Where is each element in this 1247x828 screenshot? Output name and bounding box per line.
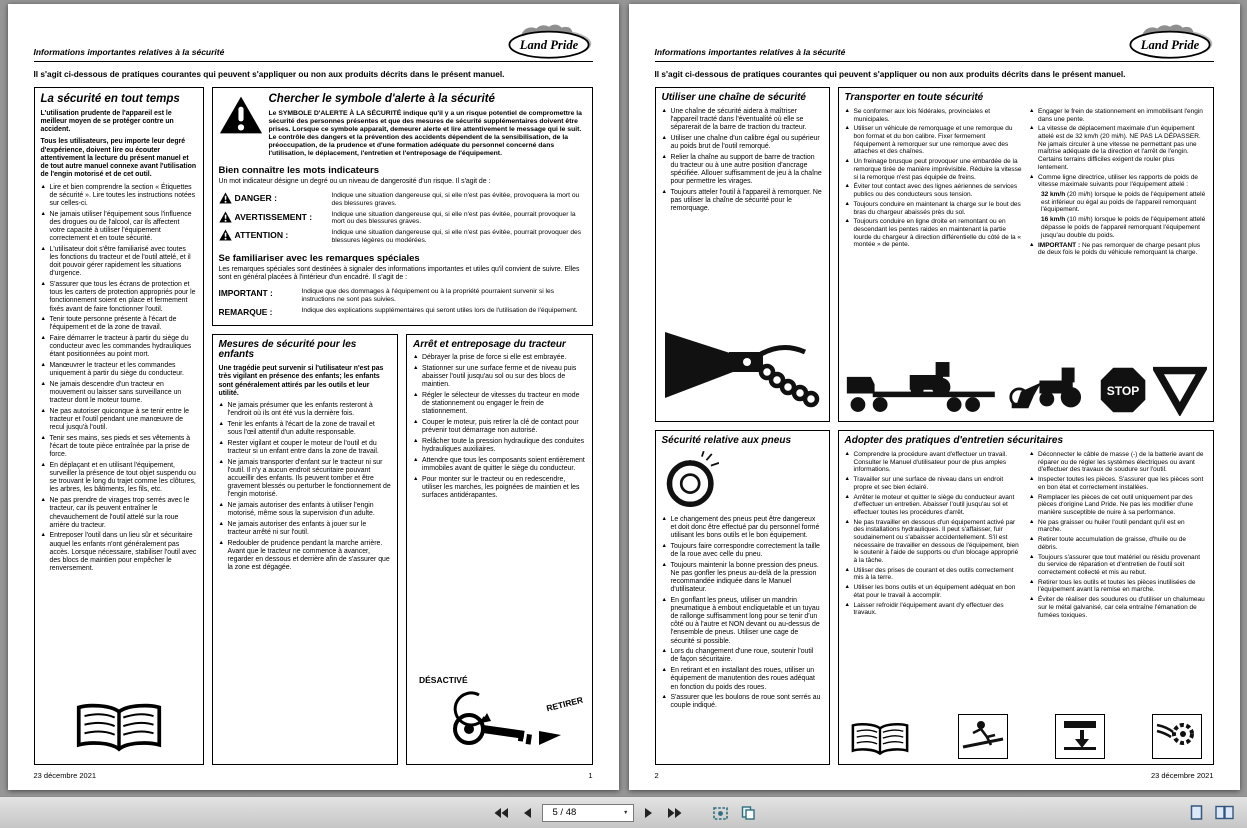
slip-hazard-icon xyxy=(958,714,1008,759)
signal-words-heading: Bien connaître les mots indicateurs xyxy=(218,165,379,177)
warning-triangle-icon: ▲ xyxy=(844,125,850,132)
warning-triangle-icon: ▲ xyxy=(661,561,667,568)
warning-triangle-icon: ▲ xyxy=(40,210,46,217)
page-header-title: Informations importantes relatives à la sécurité xyxy=(33,47,225,57)
bullet-item: ▲ Lire et bien comprendre la section « Étiquettes de sécurité ». Lire toutes les instructions notées sur celles-ci. xyxy=(40,183,196,208)
bullet-list xyxy=(662,516,823,713)
warning-triangle-icon: ▲ xyxy=(844,450,850,457)
warning-triangle-icon: ▲ xyxy=(40,435,46,442)
warning-triangle-icon: ▲ xyxy=(844,107,850,114)
warning-triangle-icon: ▲ xyxy=(413,475,419,482)
intro-text: Il s'agit ci-dessous de pratiques courantes qui peuvent s'appliquer ou non aux produits décrits dans le présent manuel. xyxy=(33,69,505,79)
bullet-item: ▲ Toujours conduire en maintenant la charge sur le bout des bras du chargeur abaissés près du sol. xyxy=(844,200,1021,216)
bullet-item: ▲ Éviter tout contact avec des lignes aériennes de services publics ou des conducteurs sous tension. xyxy=(844,183,1018,199)
document-page-1 xyxy=(8,4,619,790)
footer-date: 23 décembre 2021 xyxy=(33,771,97,780)
warning-triangle-icon: ▲ xyxy=(844,601,850,608)
warning-triangle-icon: ▲ xyxy=(40,497,46,504)
warning-triangle-icon: ▲ xyxy=(1029,536,1035,543)
warning-triangle-icon: ▲ xyxy=(413,456,419,463)
page1-header xyxy=(34,24,593,60)
bullet-item: ▲ Tenir ses mains, ses pieds et ses vêtements à l'écart de toute pièce entraînée par la prise de force. xyxy=(40,435,191,459)
maintenance-pictograms xyxy=(845,710,1207,759)
bullet-item: ▲ Faire démarrer le tracteur à partir du siège du conducteur avec les commandes hydrauliques étant positionnées au point mort. xyxy=(40,335,192,359)
single-page-view-button[interactable] xyxy=(1187,803,1206,822)
entanglement-hazard-icon xyxy=(1152,714,1202,759)
bullet-item: ▲ Utiliser des prises de courant et des outils correctement mis à la terre. xyxy=(844,566,1014,582)
bullet-list xyxy=(219,402,392,575)
warning-triangle-icon: ▲ xyxy=(844,200,850,207)
safety-lead-1: L'utilisation prudente de l'appareil est le meilleur moyen de se protéger contre un accident. xyxy=(40,109,174,134)
speed-ratio-item: 16 km/h (10 mi/h) lorsque le poids de l'équipement attelé dépasse le poids de l'appareil remorquant l'équipement jusqu'au double du poids. xyxy=(1041,216,1206,239)
bullet-item: ▲ Éviter de réaliser des soudures ou d'utiliser un chalumeau sur le métal galvanisé, car cela entraîne l'émanation de fumées toxiques. xyxy=(1029,596,1205,619)
special-note-row: REMARQUE : Indique des explications supplémentaires qui seront utiles lors de l'utilisation de l'équipement. xyxy=(218,306,578,317)
warning-triangle-icon: ▲ xyxy=(413,437,419,444)
warning-triangle-icon: ▲ xyxy=(661,596,667,603)
bullet-item: ▲ Engager le frein de stationnement en immobilisant l'engin dans une pente. xyxy=(1029,107,1203,123)
signal-word-row: AVERTISSEMENT : Indique une situation dangereuse qui, si elle n'est pas évitée, pourrait provoquer la mort ou des blessures graves. xyxy=(219,211,586,227)
warning-triangle-icon: ▲ xyxy=(1029,173,1035,180)
facing-pages-view-button[interactable] xyxy=(1212,803,1237,822)
children-lead: Une tragédie peut survenir si l'utilisateur n'est pas très vigilant en présence des enfants; les enfants sont généralement attirés par les outils et leur utilité. xyxy=(218,365,384,397)
bullet-item: ▲ Couper le moteur, puis retirer la clé de contact pour prévenir tout démarrage non autorisé. xyxy=(413,419,579,435)
next-page-button[interactable] xyxy=(641,805,657,821)
svg-text:Land Pride: Land Pride xyxy=(519,38,578,53)
snapshot-icon xyxy=(713,806,728,820)
footer-page-number: 2 xyxy=(654,771,659,780)
special-notes-list xyxy=(219,285,586,320)
first-page-button[interactable] xyxy=(490,805,512,821)
svg-text:STOP: STOP xyxy=(1106,383,1140,398)
clipboard-icon xyxy=(741,806,755,820)
bullet-item: ▲ Tenir toute personne présente à l'écart de l'équipement et de la zone de travail. xyxy=(40,316,177,332)
warning-triangle-icon: ▲ xyxy=(661,542,667,549)
warning-triangle-icon: ▲ xyxy=(844,493,850,500)
warning-triangle-icon: ▲ xyxy=(40,183,46,190)
warning-triangle-icon: ▲ xyxy=(661,694,667,701)
bullet-item: ▲ Régler le sélecteur de vitesses du tracteur en mode de stationnement ou engager le frein de stationnement. xyxy=(413,392,580,416)
warning-triangle-icon: ▲ xyxy=(661,188,667,195)
single-page-view-icon xyxy=(1190,805,1203,820)
box-title: Arrêt et entreposage du tracteur xyxy=(413,338,566,350)
remove-label: RETIRER xyxy=(545,694,585,714)
bullet-item: ▲ Un freinage brusque peut provoquer une embardée de la remorque tirée de manière imprévisible. Réduire la vitesse si la remorque n'est pas équipée de freins. xyxy=(844,158,1022,181)
warning-triangle-icon: ▲ xyxy=(40,408,46,415)
speed-ratio-item: 32 km/h (20 mi/h) lorsque le poids de l'équipement attelé est inférieur ou égal au poids de l'appareil remorquant l'équipement. xyxy=(1041,191,1206,214)
box-tractor-shutdown xyxy=(406,334,593,765)
bullet-item: ▲ Arrêter le moteur et quitter le siège du conducteur avant d'effectuer un entretien. Abaisser l'outil jusqu'au sol et effectuer toutes les procédures d'arrêt. xyxy=(844,493,1015,516)
bullet-list xyxy=(662,108,823,216)
warning-triangle-icon: ▲ xyxy=(661,648,667,655)
bullet-item: ▲ Ne pas travailler en dessous d'un équipement activé par des installations hydrauliques. Il peut s'affaisser, fuir soudainement ou s'abaisser accidentellement. S'il est nécessaire de travailler en dessous de l'équipement, bien le soutenir à l'aide de supports ou d'un blocage approprié à la tâche. xyxy=(844,518,1019,564)
warning-triangle-icon: ▲ xyxy=(1029,107,1035,114)
bullet-item: ▲ Utiliser les bons outils et un équipement adéquat en bon état pour le travail à accomplir. xyxy=(844,584,1016,599)
page2-header xyxy=(655,24,1214,60)
last-page-button[interactable] xyxy=(664,805,686,821)
bullet-item: ▲ Ne jamais présumer que les enfants resteront à l'endroit où ils ont été vus la dernière fois. xyxy=(218,402,373,418)
bullet-item: ▲ Ne pas autoriser quiconque à se tenir entre le tracteur et l'outil pendant une manœuvre de recul jusqu'à l'outil. xyxy=(40,408,189,432)
warning-triangle-icon: ▲ xyxy=(218,502,224,509)
warning-triangle-icon: ▲ xyxy=(413,354,419,361)
first-page-icon xyxy=(493,807,509,819)
bullet-item: ▲ Comprendre la procédure avant d'effectuer un travail. Consulter le Manuel d'utilisateur pour de plus amples informations. xyxy=(844,450,1008,474)
crush-hazard-icon xyxy=(1055,714,1105,759)
landpride-logo xyxy=(1126,24,1214,60)
footer-page-number: 1 xyxy=(588,771,593,780)
bullet-item: ▲ Toujours maintenir la bonne pression des pneus. Ne pas gonfler les pneus au-delà de la pression recommandée indiquée dans le Manuel d'utilisateur. xyxy=(661,561,819,594)
warning-triangle-icon: ▲ xyxy=(844,218,850,225)
transport-col2 xyxy=(1029,108,1207,259)
snapshot-button[interactable] xyxy=(710,804,731,822)
document-page-2 xyxy=(629,4,1240,790)
trailer-transport-icon xyxy=(845,358,1002,416)
warning-triangle-icon: ▲ xyxy=(844,476,850,483)
warning-triangle-icon: ▲ xyxy=(40,281,46,288)
warning-triangle-icon: ▲ xyxy=(413,392,419,399)
warning-triangle-icon: ▲ xyxy=(40,532,46,539)
warning-triangle-icon: ▲ xyxy=(413,365,419,372)
stop-sign-icon xyxy=(1099,364,1147,416)
page2-footer xyxy=(655,765,1214,780)
bullet-item: ▲ Ne jamais descendre d'un tracteur en mouvement ou laisser sans surveillance un tracteur dont le moteur tourne. xyxy=(40,381,182,405)
warning-triangle-icon: ▲ xyxy=(661,515,667,522)
signal-word-row: DANGER : Indique une situation dangereuse qui, si elle n'est pas évitée, provoquera la mort ou des blessures graves. xyxy=(219,192,586,208)
bullet-item: ▲ Manœuvrer le tracteur et les commandes uniquement à partir du siège du conducteur. xyxy=(40,362,184,378)
maintenance-col2 xyxy=(1029,451,1207,622)
warning-triangle-icon: ▲ xyxy=(844,584,850,591)
page-number-display: 5 / 48 xyxy=(552,807,577,818)
safety-alert-triangle-icon xyxy=(219,93,263,140)
warning-triangle-icon: ▲ xyxy=(218,458,224,465)
warning-triangle-icon: ▲ xyxy=(1029,241,1035,248)
bullet-item: ▲ Toujours conduire en ligne droite en remontant ou en descendant les pentes raides en maintenant la partie lourde du chargeur à direction différentielle du côté de la « montée » de pente. xyxy=(844,218,1022,249)
box-tire-safety xyxy=(655,430,830,765)
intro-text: Il s'agit ci-dessous de pratiques courantes qui peuvent s'appliquer ou non aux produits décrits dans le présent manuel. xyxy=(654,69,1126,79)
warning-triangle-icon: ▲ xyxy=(1029,518,1035,525)
bullet-list xyxy=(413,354,586,502)
page-number-select[interactable] xyxy=(542,804,634,822)
warning-triangle-icon: ▲ xyxy=(661,153,667,160)
clipboard-button[interactable] xyxy=(738,804,758,822)
bullet-item: ▲ S'assurer que tous les écrans de protection et tous les carters de protection appropriés pour le fonctionnement soient en place et fermement fixés avant de faire fonctionner l'outil. xyxy=(40,281,196,313)
bullet-item: ▲ Attendre que tous les composants soient entièrement immobiles avant de quitter le siège du conducteur. xyxy=(413,456,585,472)
bullet-item: ▲ Retirer tous les outils et toutes les pièces inutilisées de l'équipement avant la remise en marche. xyxy=(1029,578,1196,594)
warning-triangle-icon: ▲ xyxy=(40,245,46,252)
warning-triangle-icon: ▲ xyxy=(661,107,667,114)
previous-page-icon xyxy=(522,807,532,819)
box-children-safety xyxy=(212,334,399,765)
bullet-item: ▲ Ne pas graisser ou huiler l'outil pendant qu'il est en marche. xyxy=(1029,518,1185,534)
alert-symbol-body: Le SYMBOLE D'ALERTE À LA SÉCURITÉ indique qu'il y a un risque potentiel de compromettre la sécurité des personnes présentes et que des mesures de sécurité supplémentaires doivent être prises. Lorsque ce symbole apparaît, demeurer alerte et lire attentivement le message qui le suit. Le contrôle des dangers et la prévention des accidents dépendent de la sensibilisation, de la préoccupation, de la prudence et d'une formation adéquate du personnel concerné dans l'utilisation, le déplacement, l'entretien et l'entreposage de l'équipement. xyxy=(268,109,582,158)
bullet-item: ▲ Laisser refroidir l'équipement avant d'y effectuer des travaux. xyxy=(844,601,1004,617)
svg-text:Land Pride: Land Pride xyxy=(1140,38,1199,53)
box-title: Chercher le symbole d'alerte à la sécurité xyxy=(268,93,495,106)
bullet-item: ▲ Stationner sur une surface ferme et de niveau puis abaisser l'outil jusqu'au sol ou sur des blocs de maintien. xyxy=(413,365,577,389)
warning-triangle-icon: ▲ xyxy=(844,183,850,190)
warning-triangle-icon: ▲ xyxy=(40,335,46,342)
yield-sign-icon xyxy=(1153,364,1207,416)
bullet-item: ▲ Lors du changement d'une roue, soutenir l'outil de façon sécuritaire. xyxy=(661,648,814,664)
alert-triangle-icon xyxy=(219,229,232,241)
warning-triangle-icon: ▲ xyxy=(40,362,46,369)
box-safety-always xyxy=(34,87,204,765)
warning-triangle-icon: ▲ xyxy=(844,566,850,573)
header-rule xyxy=(34,61,593,62)
bullet-item: ▲ Ne jamais transporter d'enfant sur le tracteur ni sur l'outil. Il n'y a aucun endroit sécuritaire pouvant accueillir des enfants. Ils peuvent tomber et être gravement blessés ou perturber le fonctionnement de l'engin motorisé. xyxy=(218,458,391,499)
bullet-item: ▲ Ne pas prendre de virages trop serrés avec le tracteur, car ils peuvent entraîner le chevauchement de l'outil attelé sur la roue arrière du tracteur. xyxy=(40,497,190,529)
maintenance-col1 xyxy=(845,451,1023,622)
loader-tractor-icon xyxy=(1008,358,1093,416)
warning-triangle-icon: ▲ xyxy=(1029,450,1035,457)
bullet-item: ▲ Inspecter toutes les pièces. S'assurer que les pièces sont en bon état et correctement installées. xyxy=(1029,476,1204,491)
warning-triangle-icon: ▲ xyxy=(1029,493,1035,500)
warning-triangle-icon: ▲ xyxy=(40,381,46,388)
warning-triangle-icon: ▲ xyxy=(218,421,224,428)
bullet-item: ▲ Remplacer les pièces de cet outil uniquement par des pièces d'origine Land Pride. Ne pas les modifier d'une manière susceptible de nuire à sa performance. xyxy=(1029,493,1193,516)
landpride-logo xyxy=(505,24,593,60)
warning-triangle-icon: ▲ xyxy=(1029,476,1035,483)
bullet-item: ▲ Rester vigilant et couper le moteur de l'outil et du tracteur si un enfant entre dans la zone de travail. xyxy=(218,440,379,456)
signal-words-list xyxy=(219,189,586,248)
box-transport-safety xyxy=(838,87,1214,422)
signal-words-intro: Un mot indicateur désigne un degré ou un niveau de dangerosité d'un risque. Il s'agit de : xyxy=(218,178,491,186)
alert-triangle-icon xyxy=(219,211,232,223)
warning-triangle-icon: ▲ xyxy=(413,419,419,426)
bullet-item: ▲ Redoubler de prudence pendant la marche arrière. Avant que le tracteur ne commence à avancer, regarder en dessous et derrière afin de s'assurer que la zone est dégagée. xyxy=(218,539,390,572)
footer-date: 23 décembre 2021 xyxy=(1150,771,1214,780)
header-rule xyxy=(655,61,1214,62)
warning-triangle-icon: ▲ xyxy=(661,134,667,141)
key-icon xyxy=(421,689,571,753)
transport-graphics xyxy=(845,354,1207,416)
box-alert-symbol xyxy=(212,87,593,325)
warning-triangle-icon: ▲ xyxy=(1029,553,1035,560)
box-title: Mesures de sécurité pour les enfants xyxy=(218,338,357,361)
warning-triangle-icon: ▲ xyxy=(844,158,850,165)
box-safety-chain xyxy=(655,87,830,422)
warning-triangle-icon: ▲ xyxy=(218,402,224,409)
off-label: DÉSACTIVÉ xyxy=(419,675,468,685)
manual-book-icon xyxy=(849,721,911,759)
warning-triangle-icon: ▲ xyxy=(661,667,667,674)
previous-page-button[interactable] xyxy=(519,805,535,821)
bullet-item: ▲ Le changement des pneus peut être dangereux et doit donc être effectué par du personnel formé utilisant les bons outils et le bon équipement. xyxy=(661,515,820,540)
bullet-item: ▲ La vitesse de déplacement maximale d'un équipement attelé est de 32 km/h (20 mi/h). NE PAS LA DÉPASSER. Ne jamais circuler à une vitesse ne permettant pas une maîtrise adéquate de la direction et l'arrêt de l'engin. Certains terrains difficiles exigent de rouler plus lentement. xyxy=(1029,125,1201,171)
manual-book-icon xyxy=(41,695,197,759)
drawbar-chain-graphic xyxy=(662,324,823,416)
bullet-item: ▲ Ne jamais autoriser des enfants à utiliser l'engin motorisé, même sous la supervision d'un adulte. xyxy=(218,502,375,518)
bullet-item: ▲ En déplaçant et en utilisant l'équipement, surveiller la présence de tout objet suspendu ou se trouvant le long du trajet comme les clôtures, les arbres, les bâtiments, les fils, etc. xyxy=(40,462,196,494)
bullet-item: ▲ Relier la chaîne au support de barre de traction du tracteur ou à une autre position d'ancrage spécifiée. Allouer suffisamment de jeu à la chaîne pour permettre les virages. xyxy=(661,153,822,186)
warning-triangle-icon: ▲ xyxy=(40,316,46,323)
special-note-row: IMPORTANT : Indique que des dommages à l'équipement ou à la propriété pourraient survenir si les instructions ne sont pas suivies. xyxy=(218,287,555,303)
page-header-title: Informations importantes relatives à la sécurité xyxy=(654,47,846,57)
warning-triangle-icon: ▲ xyxy=(40,462,46,469)
bullet-item: ▲ Toujours faire correspondre correctement la taille de la roue avec celle du pneu. xyxy=(661,542,820,559)
box-title: La sécurité en tout temps xyxy=(40,93,180,106)
bullet-item: ▲ Toujours atteler l'outil à l'appareil à remorquer. Ne pas utiliser la chaîne de sécurité pour le remorquage. xyxy=(661,188,822,213)
bullet-item: ▲ Déconnecter le câble de masse (-) de la batterie avant de réparer ou de régler les systèmes électriques ou avant d'effectuer des travaux de soudure sur l'outil. xyxy=(1029,450,1204,474)
warning-triangle-icon: ▲ xyxy=(218,521,224,528)
bullet-item: ▲ Utiliser un véhicule de remorquage et une remorque du bon format et du bon calibre. Fixer fermement l'équipement à remorquer sur une remorque avec des attaches et des chaînes. xyxy=(844,125,1013,156)
transport-col1 xyxy=(845,108,1023,259)
bullet-item: ▲ Utiliser une chaîne d'un calibre égal ou supérieur au poids brut de l'outil remorqué. xyxy=(661,134,820,151)
alert-triangle-icon xyxy=(219,192,232,204)
signal-word-row: ATTENTION : Indique une situation dangereuse qui, si elle n'est pas évitée, pourrait provoquer des blessures légères ou modérées. xyxy=(219,229,586,245)
special-notes-intro: Les remarques spéciales sont destinées à signaler des informations importantes et utiles qu'il convient de suivre. Elles sont en général placées à l'intérieur d'un encadré. Il s'agit de : xyxy=(218,266,580,282)
warning-triangle-icon: ▲ xyxy=(844,518,850,525)
box-title: Transporter en toute sécurité xyxy=(844,92,984,104)
bullet-item: ▲ Travailler sur une surface de niveau dans un endroit propre et sec bien éclairé. xyxy=(844,476,1004,491)
bullet-item: ▲ Une chaîne de sécurité aidera à maîtriser l'appareil tracté dans l'éventualité où elle se séparerait de la barre de traction du tracteur. xyxy=(661,107,807,132)
facing-pages-view-icon xyxy=(1215,805,1234,820)
bullet-item: ▲ Relâcher toute la pression hydraulique des conduites hydrauliques auxiliaires. xyxy=(413,437,585,454)
bullet-item: ▲ Tenir les enfants à l'écart de la zone de travail et sous l'œil attentif d'un adulte responsable. xyxy=(218,421,375,437)
chevron-down-icon: ▼ xyxy=(623,809,629,816)
viewer-toolbar xyxy=(0,796,1247,828)
bullet-item: ▲ L'utilisateur doit s'être familiarisé avec toutes les fonctions du tracteur et de l'outil attelé, et il doit pouvoir gérer rapidement les situations d'urgence. xyxy=(40,245,191,278)
bullet-item: ▲ Entreposer l'outil dans un lieu sûr et sécuritaire auquel les enfants n'ont généralement pas accès. Lorsque nécessaire, stabiliser l'outil avec des blocs de maintien pour empêcher le renversement. xyxy=(40,532,197,572)
transport-col2-list xyxy=(1029,108,1207,189)
speed-ratio-list xyxy=(1029,191,1207,239)
warning-triangle-icon: ▲ xyxy=(1029,596,1035,603)
bullet-item: ▲ Ne jamais utiliser l'équipement sous l'influence des drogues ou de l'alcool, car ils affectent votre capacité à utiliser l'équipement correctement et en toute sécurité. xyxy=(40,210,192,243)
box-maintenance-practices xyxy=(838,430,1214,765)
next-page-icon xyxy=(644,807,654,819)
page1-footer xyxy=(34,765,593,780)
important-note: ▲ IMPORTANT : Ne pas remorquer de charge pesant plus de deux fois le poids du véhicule remorquant la charge. xyxy=(1029,241,1201,257)
bullet-list xyxy=(41,184,197,576)
tire-icon xyxy=(665,451,719,514)
bullet-item: ▲ Toujours s'assurer que tout matériel ou résidu provenant du service de réparation et d'entretien de l'outil soit correctement collecté et mis au rebut. xyxy=(1029,553,1201,576)
box-title: Utiliser une chaîne de sécurité xyxy=(661,92,806,104)
bullet-item: ▲ Retirer toute accumulation de graisse, d'huile ou de débris. xyxy=(1029,536,1186,551)
warning-triangle-icon: ▲ xyxy=(1029,125,1035,132)
bullet-item: ▲ Débrayer la prise de force si elle est embrayée. xyxy=(413,354,567,362)
bullet-item: ▲ En gonflant les pneus, utiliser un mandrin pneumatique à embout encliquetable et un tuyau de rallonge suffisamment long pour se tenir d'un côté ou à l'autre et NON devant ou au-dessus de l'ensemble de pneus. Utiliser une cage de sécurité si possible. xyxy=(661,596,820,645)
bullet-item: ▲ Pour monter sur le tracteur ou en redescendre, utiliser les marches, les poignées de maintien et les surfaces antidérapantes. xyxy=(413,475,580,500)
warning-triangle-icon: ▲ xyxy=(218,539,224,546)
bullet-item: ▲ Se conformer aux lois fédérales, provinciales et municipales. xyxy=(844,107,991,123)
bullet-item: ▲ Ne jamais autoriser des enfants à jouer sur le tracteur arrêté ni sur l'outil. xyxy=(218,521,367,537)
warning-triangle-icon: ▲ xyxy=(218,440,224,447)
bullet-item: ▲ En retirant et en installant des roues, utiliser un équipement de manutention des roues adéquat en fonction du poids des roues. xyxy=(661,667,815,691)
box-title: Adopter des pratiques d'entretien sécuritaires xyxy=(844,435,1064,447)
special-notes-heading: Se familiariser avec les remarques spéciales xyxy=(218,253,420,265)
bullet-item: ▲ S'assurer que les boulons de roue sont serrés au couple indiqué. xyxy=(661,694,821,710)
safety-lead-2: Tous les utilisateurs, peu importe leur degré d'expérience, doivent lire ou écouter attentivement la lecture du présent manuel et de tout autre manuel connexe avant l'utilisation de l'engin motorisé et de cet outil. xyxy=(40,138,197,179)
last-page-icon xyxy=(667,807,683,819)
ignition-key-graphic xyxy=(413,673,586,759)
bullet-item: ▲ Comme ligne directrice, utiliser les rapports de poids de vitesse maximale suivants pour l'équipement attelé : xyxy=(1029,173,1199,189)
box-title: Sécurité relative aux pneus xyxy=(661,435,792,447)
warning-triangle-icon: ▲ xyxy=(1029,578,1035,585)
